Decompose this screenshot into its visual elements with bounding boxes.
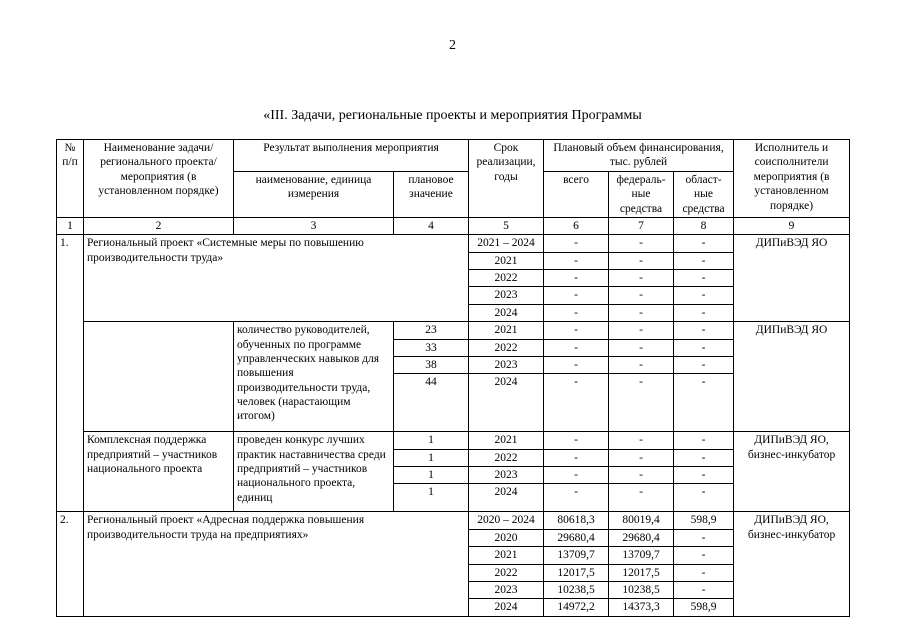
period-cell: 2021 — [469, 432, 544, 449]
federal-cell: - — [609, 322, 674, 339]
executor-cell: ДИПиВЭД ЯО — [734, 235, 850, 322]
regional-cell: 598,9 — [674, 512, 734, 529]
regional-cell: - — [674, 252, 734, 269]
header-regional: област-ные средства — [674, 171, 734, 217]
total-cell: 80618,3 — [544, 512, 609, 529]
period-cell: 2024 — [469, 484, 544, 512]
period-cell: 2023 — [469, 356, 544, 373]
col-number: 2 — [84, 217, 234, 234]
federal-cell: - — [609, 339, 674, 356]
col-number: 3 — [234, 217, 394, 234]
table-row — [57, 512, 850, 529]
federal-cell: 29680,4 — [609, 529, 674, 546]
regional-cell: - — [674, 287, 734, 304]
federal-cell: 12017,5 — [609, 564, 674, 581]
federal-cell: - — [609, 432, 674, 449]
total-cell: - — [544, 339, 609, 356]
federal-cell: - — [609, 287, 674, 304]
col-number: 1 — [57, 217, 84, 234]
total-cell: - — [544, 322, 609, 339]
total-cell: 14972,2 — [544, 599, 609, 616]
executor-cell: ДИПиВЭД ЯО, бизнес-инкубатор — [734, 512, 850, 616]
period-cell: 2024 — [469, 304, 544, 321]
federal-cell: - — [609, 235, 674, 252]
header-total: всего — [544, 171, 609, 217]
total-cell: - — [544, 432, 609, 449]
header-executor: Исполнитель и соисполнители мероприятия (в установленном порядке) — [734, 140, 850, 218]
period-cell: 2023 — [469, 581, 544, 598]
regional-cell: - — [674, 235, 734, 252]
total-cell: - — [544, 356, 609, 373]
total-cell: - — [544, 304, 609, 321]
header-period: Срок реализации, годы — [469, 140, 544, 218]
period-cell: 2021 — [469, 252, 544, 269]
project-name: Региональный проект «Системные меры по повышению производительности труда» — [84, 235, 469, 322]
federal-cell: 80019,4 — [609, 512, 674, 529]
period-cell: 2020 — [469, 529, 544, 546]
federal-cell: - — [609, 356, 674, 373]
section-title: «III. Задачи, региональные проекты и мероприятия Программы — [263, 108, 642, 123]
period-cell: 2021 – 2024 — [469, 235, 544, 252]
col-number: 4 — [394, 217, 469, 234]
federal-cell: 14373,3 — [609, 599, 674, 616]
project-name: Региональный проект «Адресная поддержка повышения производительности труда на предприятиях» — [84, 512, 469, 616]
plan-value-cell: 33 — [394, 339, 469, 356]
indicator-name: количество руководителей, обученных по программе управленческих навыков для повышения производительности труда, человек (нарастающим итогом) — [234, 322, 394, 432]
period-cell: 2022 — [469, 564, 544, 581]
total-cell: - — [544, 467, 609, 484]
header-row — [57, 140, 850, 172]
period-cell: 2022 — [469, 339, 544, 356]
header-plan-value: плановое значение — [394, 171, 469, 217]
regional-cell: - — [674, 322, 734, 339]
executor-cell: ДИПиВЭД ЯО — [734, 322, 850, 432]
federal-cell: - — [609, 374, 674, 432]
total-cell: - — [544, 484, 609, 512]
page-number: 2 — [449, 38, 456, 53]
total-cell: 13709,7 — [544, 547, 609, 564]
column-numbers-row — [57, 217, 850, 234]
regional-cell: - — [674, 529, 734, 546]
total-cell: - — [544, 270, 609, 287]
federal-cell: - — [609, 252, 674, 269]
total-cell: 29680,4 — [544, 529, 609, 546]
plan-value-cell: 1 — [394, 449, 469, 466]
regional-cell: - — [674, 449, 734, 466]
plan-value-cell: 1 — [394, 467, 469, 484]
total-cell: - — [544, 374, 609, 432]
col-number: 8 — [674, 217, 734, 234]
measure-name: Комплексная поддержка предприятий – участников национального проекта — [84, 432, 234, 512]
plan-value-cell: 23 — [394, 322, 469, 339]
plan-value-cell: 44 — [394, 374, 469, 432]
total-cell: - — [544, 235, 609, 252]
period-cell: 2024 — [469, 599, 544, 616]
regional-cell: - — [674, 304, 734, 321]
period-cell: 2022 — [469, 449, 544, 466]
regional-cell: - — [674, 432, 734, 449]
regional-cell: - — [674, 484, 734, 512]
measure-result: проведен конкурс лучших практик наставничества среди предприятий – участников национального проекта, единиц — [234, 432, 394, 512]
table-row — [57, 432, 850, 449]
period-cell: 2023 — [469, 287, 544, 304]
federal-cell: - — [609, 449, 674, 466]
plan-value-cell: 1 — [394, 432, 469, 449]
total-cell: - — [544, 252, 609, 269]
table-row — [57, 235, 850, 252]
col-number: 6 — [544, 217, 609, 234]
regional-cell: - — [674, 467, 734, 484]
federal-cell: 13709,7 — [609, 547, 674, 564]
federal-cell: 10238,5 — [609, 581, 674, 598]
header-name: Наименование задачи/ регионального проекта/ мероприятия (в установленном порядке) — [84, 140, 234, 218]
header-indicator-name: наименование, единица измерения — [234, 171, 394, 217]
federal-cell: - — [609, 270, 674, 287]
project-number: 1. — [57, 235, 84, 512]
table-row — [57, 322, 850, 339]
federal-cell: - — [609, 484, 674, 512]
plan-value-cell: 1 — [394, 484, 469, 512]
plan-value-cell: 38 — [394, 356, 469, 373]
project-number: 2. — [57, 512, 84, 616]
regional-cell: - — [674, 270, 734, 287]
period-cell: 2021 — [469, 322, 544, 339]
period-cell: 2021 — [469, 547, 544, 564]
header-finance-group: Плановый объем финансирования, тыс. рублей — [544, 140, 734, 172]
regional-cell: - — [674, 356, 734, 373]
total-cell: 10238,5 — [544, 581, 609, 598]
period-cell: 2022 — [469, 270, 544, 287]
col-number: 5 — [469, 217, 544, 234]
col-number: 7 — [609, 217, 674, 234]
federal-cell: - — [609, 467, 674, 484]
executor-cell: ДИПиВЭД ЯО, бизнес-инкубатор — [734, 432, 850, 512]
header-result-group: Результат выполнения мероприятия — [234, 140, 469, 172]
period-cell: 2020 – 2024 — [469, 512, 544, 529]
period-cell: 2023 — [469, 467, 544, 484]
header-federal: федераль-ные средства — [609, 171, 674, 217]
regional-cell: 598,9 — [674, 599, 734, 616]
period-cell: 2024 — [469, 374, 544, 432]
total-cell: - — [544, 449, 609, 466]
regional-cell: - — [674, 564, 734, 581]
col-number: 9 — [734, 217, 850, 234]
total-cell: 12017,5 — [544, 564, 609, 581]
federal-cell: - — [609, 304, 674, 321]
regional-cell: - — [674, 581, 734, 598]
program-table — [56, 139, 850, 617]
regional-cell: - — [674, 547, 734, 564]
total-cell: - — [544, 287, 609, 304]
header-num: № п/п — [57, 140, 84, 218]
empty-name-cell — [84, 322, 234, 432]
regional-cell: - — [674, 339, 734, 356]
regional-cell: - — [674, 374, 734, 432]
